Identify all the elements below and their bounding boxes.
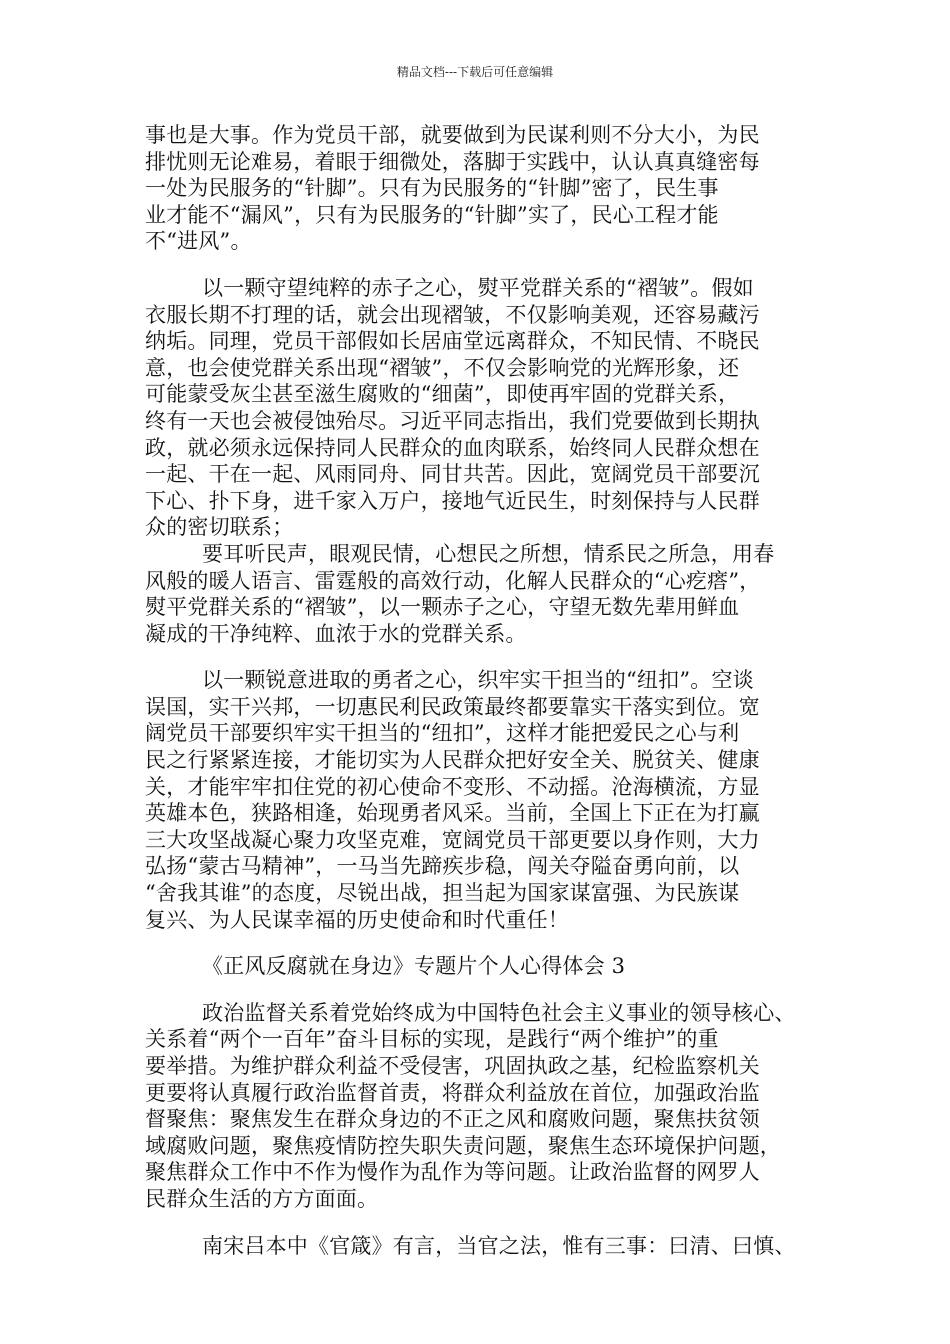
text-line: 阔党员干部要织牢实干担当的“纽扣”，这样才能把爱民之心与利 xyxy=(145,721,740,746)
text-line: 终有一天也会被侵蚀殆尽。习近平同志指出，我们党要做到长期执 xyxy=(145,408,760,433)
text-line: 政治监督关系着党始终成为中国特色社会主义事业的领导核心、 xyxy=(202,1000,796,1025)
text-line: 三大攻坚战凝心聚力攻坚克难，宽阔党员干部更要以身作则，大力 xyxy=(145,827,760,852)
text-line: 误国，实干兴邦，一切惠民利民政策最终都要靠实干落实到位。宽 xyxy=(145,694,760,719)
text-line: 纳垢。同理，党员干部假如长居庙堂远离群众，不知民情、不晓民 xyxy=(145,329,760,354)
text-line: 要举措。为维护群众利益不受侵害，巩固执政之基，纪检监察机关 xyxy=(145,1054,760,1078)
paragraph xyxy=(145,275,825,541)
text-line: 熨平党群关系的“褶皱”，以一颗赤子之心，守望无数先辈用鲜血 xyxy=(145,595,740,620)
text-line: 众的密切联系； xyxy=(145,515,294,540)
paragraph-gap xyxy=(145,1213,825,1233)
text-line: 事也是大事。作为党员干部，就要做到为民谋利则不分大小，为民 xyxy=(145,123,760,147)
text-line: “舍我其谁”的态度，尽锐出战，担当起为国家谋富强、为民族谋 xyxy=(145,881,740,906)
text-line: 一处为民服务的“针脚”。只有为民服务的“针脚”密了，民生事 xyxy=(145,176,719,201)
text-line: 复兴、为人民谋幸福的历史使命和时代重任！ xyxy=(145,907,569,932)
paragraph xyxy=(145,1233,825,1260)
text-line: 要耳听民声，眼观民情，心想民之所想，情系民之所急，用春 xyxy=(202,541,775,566)
paragraph xyxy=(145,667,825,933)
text-line: 关系着“两个一百年”奋斗目标的实现，是践行“两个维护”的重 xyxy=(145,1027,719,1052)
text-line: 民群众生活的方方面面。 xyxy=(145,1186,379,1211)
text-line: 督聚焦：聚焦发生在群众身边的不正之风和腐败问题，聚焦扶贫领 xyxy=(145,1107,760,1132)
document-body xyxy=(145,122,825,1259)
text-line: 关，才能牢牢扣住党的初心使命不变形、不动摇。沧海横流，方显 xyxy=(145,774,760,799)
text-line: 业才能不“漏风”，只有为民服务的“针脚”实了，民心工程才能 xyxy=(145,202,719,227)
paragraph xyxy=(145,541,825,647)
paragraph-gap xyxy=(145,980,825,1000)
text-line: 可能蒙受灰尘甚至滋生腐败的“细菌”，即使再牢固的党群关系， xyxy=(145,382,740,407)
text-line: 下心、扑下身，进千家入万户，接地气近民生，时刻保持与人民群 xyxy=(145,488,760,513)
text-line: 政，就必须永远保持同人民群众的血肉联系，始终同人民群众想在 xyxy=(145,435,760,460)
text-line: 意，也会使党群关系出现“褶皱”，不仅会影响党的光辉形象，还 xyxy=(145,355,740,380)
text-line: 域腐败问题，聚焦疫情防控失职失责问题，聚焦生态环境保护问题， xyxy=(145,1133,781,1158)
text-line: 一起、干在一起、风雨同舟、同甘共苦。因此，宽阔党员干部要沉 xyxy=(145,462,760,487)
text-line: 以一颗锐意进取的勇者之心，织牢实干担当的“纽扣”。空谈 xyxy=(202,668,754,693)
paragraph-gap xyxy=(145,647,825,667)
text-line: 排忧则无论难易，着眼于细微处，落脚于实践中，认认真真缝密每 xyxy=(145,149,760,174)
paragraph-gap xyxy=(145,933,825,953)
text-line: 英雄本色，狭路相逢，始现勇者风采。当前，全国上下正在为打赢 xyxy=(145,801,760,826)
text-line: 民之行紧紧连接，才能切实为人民群众把好安全关、脱贫关、健康 xyxy=(145,748,760,773)
text-line: 衣服长期不打理的话，就会出现褶皱，不仅影响美观，还容易藏污 xyxy=(145,302,760,327)
page-header: 精品文档---下载后可任意编辑 xyxy=(396,65,554,79)
text-line: 风般的暖人语言、雷霆般的高效行动，化解人民群众的“心疙瘩”， xyxy=(145,568,761,593)
paragraph xyxy=(145,122,825,255)
text-line: 以一颗守望纯粹的赤子之心，熨平党群关系的“褶皱”。假如 xyxy=(202,275,754,300)
text-line: 更要将认真履行政治监督首责，将群众利益放在首位，加强政治监 xyxy=(145,1080,760,1105)
text-line: 聚焦群众工作中不作为慢作为乱作为等问题。让政治监督的网罗人 xyxy=(145,1160,760,1185)
paragraph xyxy=(145,1000,825,1213)
paragraph-gap xyxy=(145,255,825,275)
text-line: 不“进风”。 xyxy=(145,229,252,254)
text-line: 《正风反腐就在身边》专题片个人心得体会 3 xyxy=(202,954,626,979)
text-line: 弘扬“蒙古马精神”，一马当先蹄疾步稳，闯关夺隘奋勇向前，以 xyxy=(145,854,740,879)
paragraph xyxy=(145,953,825,980)
text-line: 南宋吕本中《官箴》有言，当官之法，惟有三事：曰清、曰慎、 xyxy=(202,1233,796,1258)
text-line: 凝成的干净纯粹、血浓于水的党群关系。 xyxy=(145,621,527,646)
